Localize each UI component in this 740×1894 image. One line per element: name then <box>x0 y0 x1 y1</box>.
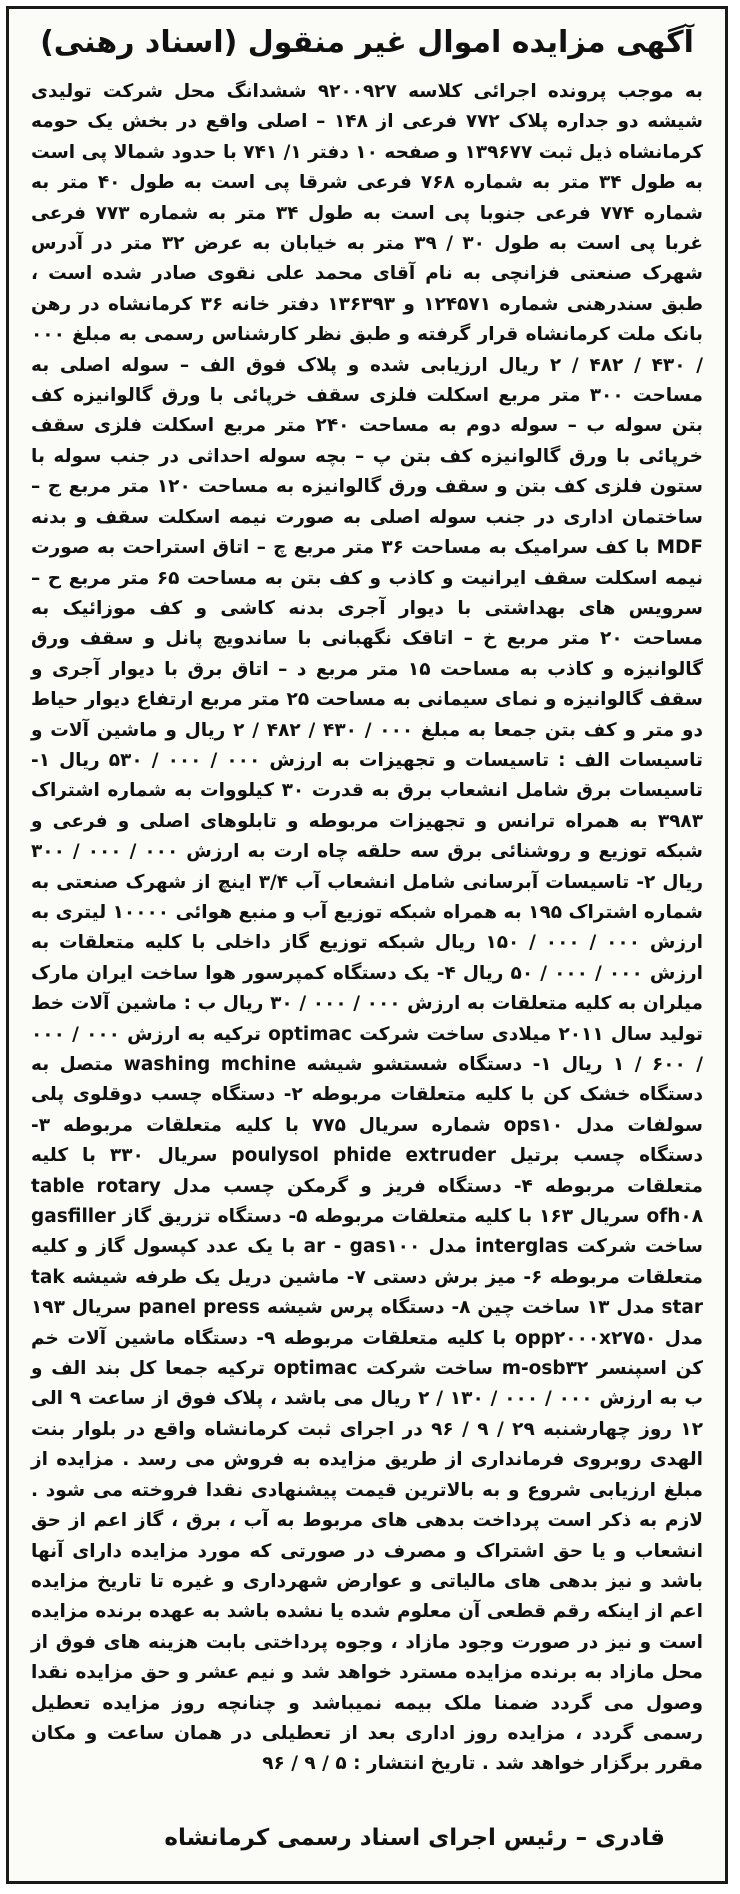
notice-body: به موجب پرونده اجرائی کلاسه ۹۲۰۰۹۲۷ ششدانگ محل شرکت تولیدی شیشه دو جداره پلاک ۷۷۲ فرعی از ۱۴۸ – اصلی واقع در بخش یک حومه کرمانشاه ذیل ثبت ۱۳۹۶۷۷ و صفحه ۱۰ دفتر ۱/ ۷۴۱ با حدود شمالا پی است به طول ۳۴ متر به شماره ۷۶۸ فرعی شرقا پی است به طول ۴۰ متر به شماره ۷۷۴ فرعی جنوبا پی است به طول ۳۴ متر به شماره ۷۷۳ فرعی غربا پی است به طول ۳۰ / ۳۹ متر به خیابان به عرض ۳۲ متر در آدرس شهرک صنعتی فزانچی به نام آقای محمد علی نقوی صادر شده است ، طبق سندرهنی شماره ۱۲۴۵۷۱ و ۱۳۶۳۹۳ دفتر خانه ۳۶ کرمانشاه در رهن بانک ملت کرمانشاه قرار گرفته و طبق نظر کارشناس رسمی به مبلغ ۰۰۰ / ۴۳۰ / ۴۸۲ / ۲ ریال ارزیابی شده و پلاک فوق الف – سوله اصلی به مساحت ۳۰۰ متر مربع اسکلت فلزی سقف خرپائی با ورق گالوانیزه کف بتن سوله ب – سوله دوم به مساحت ۲۴۰ متر مربع اسکلت فلزی سقف خرپائی با ورق گالوانیزه کف بتن پ – بچه سوله احداثی در جنب سوله با ستون فلزی کف بتن و سقف ورق گالوانیزه به مساحت ۱۲۰ متر مربع ج – ساختمان اداری در جنب سوله اصلی به صورت نیمه اسکلت سقف و بدنه MDF با کف سرامیک به مساحت ۳۶ متر مربع چ – اتاق استراحت به صورت نیمه اسکلت سقف ایرانیت و کاذب و کف بتن به مساحت ۶۵ متر مربع ح – سرویس های بهداشتی با دیوار آجری بدنه کاشی و کف موزائیک به مساحت ۲۰ متر مربع خ – اتاقک نگهبانی با ساندویچ پانل و سقف ورق گالوانیزه و کاذب به مساحت ۱۵ متر مربع د – اتاق برق با دیوار آجری و سقف گالوانیزه و نمای سیمانی به مساحت ۲۵ متر مربع ارتفاع دیوار حیاط دو متر و کف بتن جمعا به مبلغ ۰۰۰ / ۴۳۰ / ۴۸۲ / ۲ ریال و ماشین آلات و تاسیسات الف : تاسیسات و تجهیزات به ارزش ۰۰۰ / ۰۰۰ / ۵۳۰ ریال ۱- تاسیسات برق شامل انشعاب برق به قدرت ۳۰ کیلووات به شماره اشتراک ۳۹۸۳ به همراه ترانس و تجهیزات مربوطه و تابلوهای اصلی و فرعی و شبکه توزیع و روشنائی برق سه حلقه چاه ارت به ارزش ۰۰۰ / ۰۰۰ / ۳۰۰ ریال ۲- تاسیسات آبرسانی شامل انشعاب آب ۳/۴ اینچ از شهرک صنعتی به شماره اشتراک ۱۹۵ به همراه شبکه توزیع آب و منبع هوائی ۱۰۰۰۰ لیتری به ارزش ۰۰۰ / ۰۰۰ / ۱۵۰ ریال شبکه توزیع گاز داخلی با کلیه متعلقات به ارزش ۰۰۰ / ۰۰۰ / ۵۰ ریال ۴- یک دستگاه کمپرسور هوا ساخت ایران مارک میلران به کلیه متعلقات به ارزش ۰۰۰ / ۰۰۰ / ۳۰ ریال ب : ماشین آلات خط تولید سال ۲۰۱۱ میلادی ساخت شرکت optimac ترکیه به ارزش ۰۰۰ / ۰۰۰ / ۶۰۰ / ۱ ریال ۱- دستگاه شستشو شیشه washing mchine متصل به دستگاه خشک کن با کلیه متعلقات مربوطه ۲- دستگاه چسب دوقلوی پلی سولفات مدل ops۱۰ شماره سریال ۷۷۵ با کلیه متعلقات مربوطه ۳- دستگاه چسب برتیل poulysol phide extruder سریال ۳۳۰ با کلیه متعلقات مربوطه ۴- دستگاه فریز و گرمکن چسب مدل table rotary ofh۰۸ سریال ۱۶۳ با کلیه متعلقات مربوطه ۵- دستگاه تزریق گاز gasfiller ساخت شرکت interglas مدل ar - gas۱۰۰ با یک عدد کپسول گاز و کلیه متعلقات مربوطه ۶- میز برش دستی ۷- ماشین دریل یک طرفه شیشه tak star مدل ۱۳ ساخت چین ۸- دستگاه پرس شیشه panel press سریال ۱۹۳ مدل opp۲۰۰۰x۲۷۵۰ با کلیه متعلقات مربوطه ۹- دستگاه ماشین آلات خم کن اسپنسر m-osb۳۲ ساخت شرکت optimac ترکیه جمعا کل بند الف و ب به ارزش ۰۰۰ / ۰۰۰ / ۱۳۰ / ۲ ریال می باشد ، پلاک فوق از ساعت ۹ الی ۱۲ روز چهارشنبه ۲۹ / ۹ / ۹۶ در اجرای ثبت کرمانشاه واقع در بلوار بنت الهدی روبروی فرمانداری از طریق مزایده به فروش می رسد . مزایده از مبلغ ارزیابی شروع و به بالاترین قیمت پیشنهادی نقدا فروخته می شود . لازم به ذکر است پرداخت بدهی های مربوط به آب ، برق ، گاز اعم از حق انشعاب و یا حق اشتراک و مصرف در صورتی که مورد مزایده دارای آنها باشد و نیز بدهی های مالیاتی و عوارض شهرداری و غیره تا تاریخ مزایده اعم از اینکه رقم قطعی آن معلوم شده یا نشده باشد به عهده برنده مزایده است و نیز در صورت وجود مازاد ، وجوه پرداختی بابت هزینه های فوق از محل مازاد به برنده مزایده مسترد خواهد شد و نیم عشر و حق مزایده نقدا وصول می گردد ضمنا ملک بیمه نمیباشد و چنانچه روز مزایده تعطیل رسمی گردد ، مزایده روز اداری بعد از تعطیلی در همان ساعت و مکان مقرر برگزار خواهد شد . تاریخ انتشار : ۵ / ۹ / ۹۶ <box>31 81 704 1775</box>
notice-title: آگهی مزایده اموال غیر منقول (اسناد رهنی) <box>40 25 694 60</box>
notice-frame <box>6 6 728 1884</box>
notice-signature: قادری – رئیس اجرای اسناد رسمی کرمانشاه <box>164 1825 665 1851</box>
